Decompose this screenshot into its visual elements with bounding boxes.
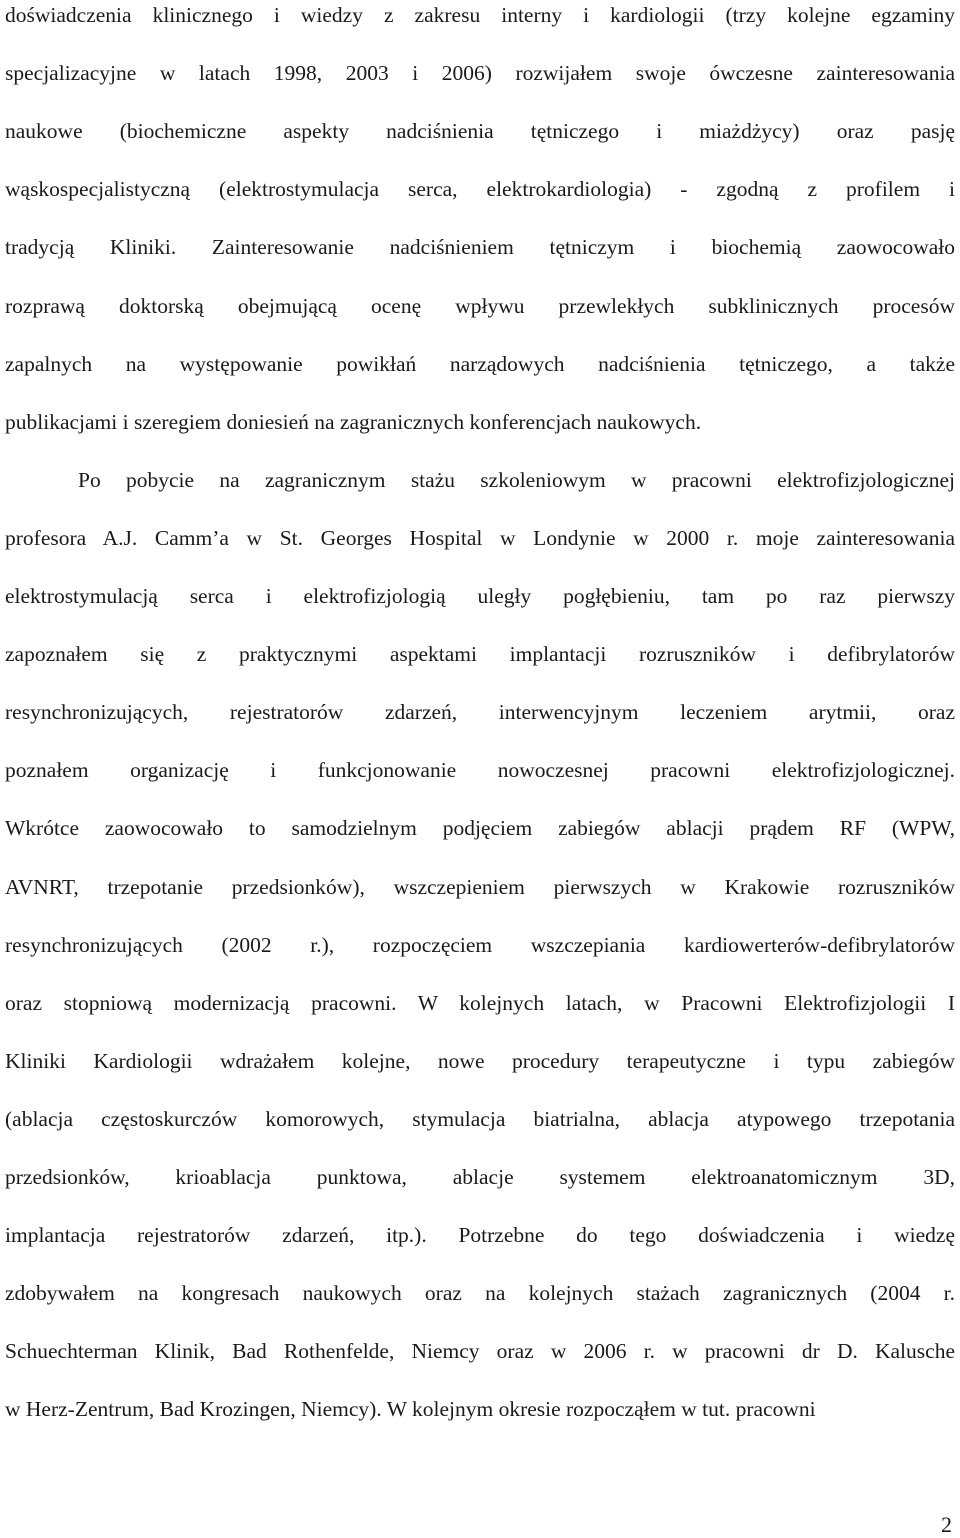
text-line: Kliniki Kardiologii wdrażałem kolejne, nowe procedury terapeutyczne i typu zabiegów — [5, 1048, 955, 1073]
text-line: zapalnych na występowanie powikłań narządowych nadciśnienia tętniczego, a także — [5, 351, 955, 376]
text-line: profesora A.J. Camm’a w St. Georges Hospital w Londynie w 2000 r. moje zainteresowania — [5, 525, 955, 550]
text-line: poznałem organizację i funkcjonowanie nowoczesnej pracowni elektrofizjologicznej. — [5, 758, 955, 783]
text-line: resynchronizujących, rejestratorów zdarzeń, interwencyjnym leczeniem arytmii, oraz — [5, 700, 955, 725]
text-line: rozprawą doktorską obejmującą ocenę wpływu przewlekłych subklinicznych procesów — [5, 293, 955, 318]
text-line: (ablacja częstoskurczów komorowych, stymulacja biatrialna, ablacja atypowego trzepotania — [5, 1106, 955, 1131]
text-line: publikacjami i szeregiem doniesień na zagranicznych konferencjach naukowych. — [5, 409, 702, 434]
text-line: Wkrótce zaowocowało to samodzielnym podjęciem zabiegów ablacji prądem RF (WPW, — [5, 816, 955, 841]
page-number: 2 — [941, 1512, 952, 1537]
text-line: implantacja rejestratorów zdarzeń, itp.). Potrzebne do tego doświadczenia i wiedzę — [5, 1223, 955, 1248]
text-line: naukowe (biochemiczne aspekty nadciśnienia tętniczego i miażdżycy) oraz pasję — [5, 119, 955, 144]
text-line: elektrostymulacją serca i elektrofizjologią uległy pogłębieniu, tam po raz pierwszy — [5, 584, 955, 608]
text-line: wąskospecjalistyczną (elektrostymulacja serca, elektrokardiologia) - zgodną z profilem i — [5, 177, 955, 202]
text-line: tradycją Kliniki. Zainteresowanie nadciśnieniem tętniczym i biochemią zaowocowało — [5, 235, 955, 260]
text-line: AVNRT, trzepotanie przedsionków), wszczepieniem pierwszych w Krakowie rozruszników — [5, 874, 955, 899]
text-line: oraz stopniową modernizacją pracowni. W kolejnych latach, w Pracowni Elektrofizjologii I — [5, 990, 955, 1015]
text-line: doświadczenia klinicznego i wiedzy z zakresu interny i kardiologii (trzy kolejne egzaminy — [5, 3, 955, 27]
text-line: zapoznałem się z praktycznymi aspektami implantacji rozruszników i defibrylatorów — [5, 642, 955, 667]
text-line: w Herz-Zentrum, Bad Krozingen, Niemcy). W kolejnym okresie rozpocząłem w tut. pracowni — [5, 1397, 816, 1422]
text-line: przedsionków, krioablacja punktowa, ablacje systemem elektroanatomicznym 3D, — [5, 1165, 955, 1189]
text-line: zdobywałem na kongresach naukowych oraz na kolejnych stażach zagranicznych (2004 r. — [5, 1281, 955, 1306]
text-line: resynchronizujących (2002 r.), rozpoczęciem wszczepiania kardiowerterów-defibrylatorów — [5, 932, 955, 957]
text-line: Po pobycie na zagranicznym stażu szkoleniowym w pracowni elektrofizjologicznej — [78, 467, 955, 492]
text-line: specjalizacyjne w latach 1998, 2003 i 2006) rozwijałem swoje ówczesne zainteresowania — [5, 61, 955, 86]
text-line: Schuechterman Klinik, Bad Rothenfelde, Niemcy oraz w 2006 r. w pracowni dr D. Kalusche — [5, 1339, 955, 1364]
